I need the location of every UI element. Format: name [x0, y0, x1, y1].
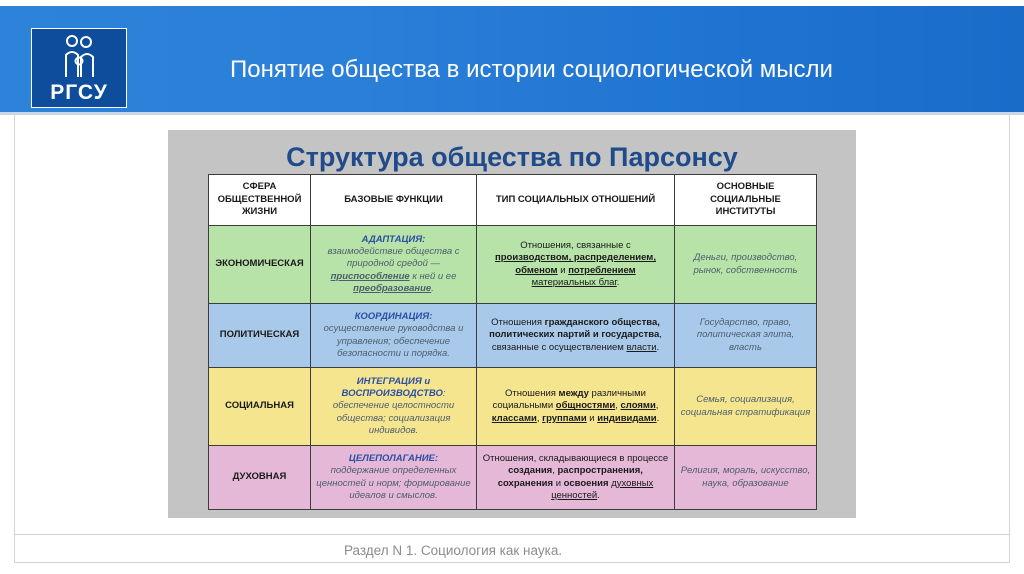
function-name: и: [424, 375, 431, 387]
relations-text: производством, распределением,: [495, 252, 656, 264]
relations-text: власти: [626, 341, 657, 353]
column-header: ТИП СОЦИАЛЬНЫХ ОТНОШЕНИЙ: [477, 175, 675, 226]
relations-text: и: [560, 264, 566, 276]
relations-cell: [477, 446, 675, 510]
relations-text: Отношения, связанные с: [520, 239, 631, 251]
footer-section-label: Раздел N 1. Социология как наука.: [344, 543, 563, 558]
function-cell: [311, 367, 477, 445]
relations-text: и: [555, 477, 562, 489]
slide-header: [0, 6, 1024, 115]
relations-text: обменом: [515, 264, 558, 276]
relations-text: материальных благ: [531, 276, 617, 288]
relations-text: гражданского общества, политических партий и государства: [489, 317, 660, 341]
function-cell: [311, 446, 477, 510]
relations-text: и: [589, 412, 595, 424]
sphere-cell: ЭКОНОМИЧЕСКАЯ: [209, 226, 311, 304]
relations-text: потреблением: [568, 264, 636, 276]
relations-text: .: [616, 276, 620, 288]
relations-text: Отношения, складывающиеся в процессе: [482, 452, 669, 464]
column-header: СФЕРА ОБЩЕСТВЕННОЙ ЖИЗНИ: [209, 175, 311, 226]
column-header: ОСНОВНЫЕ СОЦИАЛЬНЫЕ ИНСТИТУТЫ: [675, 175, 817, 226]
table-row-economic: [209, 226, 817, 304]
panel-heading: Структура общества по Парсонсу: [286, 142, 738, 172]
relations-text: .: [597, 489, 600, 501]
table-header-row: [209, 175, 817, 226]
function-text: приспособление: [330, 270, 410, 282]
relations-cell: [477, 367, 675, 445]
function-text: .: [431, 283, 434, 295]
function-text: поддержание определенных ценностей и норм; формирование идеалов и смыслов.: [316, 465, 471, 501]
slide-title: Понятие общества в истории социологической мысли: [230, 56, 833, 83]
function-text: взаимодействие общества с природной средой —: [327, 246, 460, 270]
function-name: ЦЕЛЕПОЛАГАНИЕ:: [348, 452, 439, 464]
relations-text: общностями: [555, 400, 616, 412]
relations-text: ,: [615, 400, 618, 412]
relations-text: различными социальными: [492, 388, 646, 412]
relations-text: духовных ценностей: [551, 477, 654, 501]
relations-text: .: [656, 341, 660, 353]
function-cell: [311, 226, 477, 304]
relations-text: освоения: [563, 477, 609, 489]
relations-text: классами: [491, 412, 537, 424]
institutions-cell: Семья, социализация, социальная стратификация: [675, 367, 817, 445]
relations-text: .: [656, 412, 660, 424]
relations-text: индивидами: [597, 412, 657, 424]
parsons-structure-table: [208, 174, 817, 510]
family-emblem-icon: [62, 33, 98, 79]
table-row-social: [209, 367, 817, 445]
rgsu-logo: [31, 28, 127, 108]
function-text: :: [442, 388, 446, 400]
relations-text: Отношения: [491, 317, 542, 329]
relations-text: распространения, сохранения: [497, 465, 643, 489]
function-cell: [311, 304, 477, 368]
relations-cell: [477, 226, 675, 304]
relations-cell: [477, 304, 675, 368]
function-text: осуществление руководства и управления; обеспечение безопасности и порядка.: [323, 323, 464, 359]
relations-text: Отношения: [505, 388, 556, 400]
relations-text: группами: [542, 412, 587, 424]
sphere-cell: ДУХОВНАЯ: [209, 446, 311, 510]
institutions-cell: Религия, мораль, искусство, наука, образование: [675, 446, 817, 510]
relations-text: ,: [552, 465, 555, 477]
relations-text: между: [558, 388, 589, 400]
footer-divider: [14, 534, 1010, 535]
left-border: [14, 115, 15, 563]
relations-text: ,: [655, 400, 659, 412]
relations-text: создания: [508, 465, 553, 477]
column-header: БАЗОВЫЕ ФУНКЦИИ: [311, 175, 477, 226]
relations-text: , связанные с осуществлением: [491, 329, 662, 353]
sphere-cell: ПОЛИТИЧЕСКАЯ: [209, 304, 311, 368]
institutions-cell: Деньги, производство, рынок, собственность: [675, 226, 817, 304]
logo-text: РГСУ: [50, 81, 108, 104]
sphere-cell: СОЦИАЛЬНАЯ: [209, 367, 311, 445]
function-text: к ней и ее: [412, 270, 457, 282]
function-name: ВОСПРОИЗВОДСТВО: [341, 388, 443, 400]
function-name: КООРДИНАЦИЯ:: [354, 310, 433, 322]
relations-text: слоями: [620, 400, 656, 412]
table-row-political: [209, 304, 817, 368]
function-name: ИНТЕГРАЦИЯ: [356, 375, 422, 387]
relations-text: ,: [536, 412, 540, 424]
function-text: преобразование: [353, 283, 432, 295]
function-name: АДАПТАЦИЯ:: [361, 233, 426, 245]
table-row-spiritual: [209, 446, 817, 510]
institutions-cell: Государство, право, политическая элита, власть: [675, 304, 817, 368]
footer-divider: [14, 562, 1010, 563]
function-text: обеспечение целостности общества; социализация индивидов.: [332, 400, 455, 437]
right-border: [1009, 115, 1010, 563]
content-image-panel: [168, 130, 856, 518]
